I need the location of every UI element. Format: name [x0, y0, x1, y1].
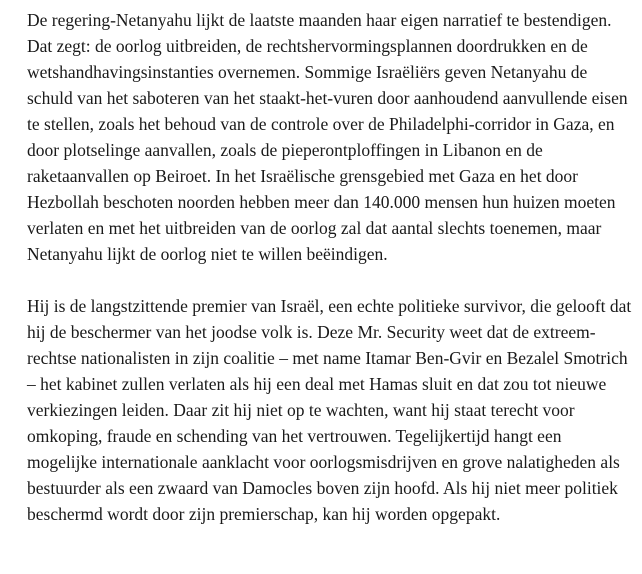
article-paragraph-2: Hij is de langstzittende premier van Israël, een echte politieke survivor, die gelooft dat hij de beschermer van het joodse volk is. Deze Mr. Security weet dat de extreem-rechtse nationalisten in zijn coalitie – met name Itamar Ben-Gvir en Bezalel Smotrich – het kabinet zullen verlaten als hij een deal met Hamas sluit en dat zou tot nieuwe verkiezingen leiden. Daar zit hij niet op te wachten, want hij staat terecht voor omkoping, fraude en schending van het vertrouwen. Tegelijkertijd hangt een mogelijke internationale aanklacht voor oorlogsmisdrijven en grove nalatigheden als bestuurder als een zwaard van Damocles boven zijn hoofd. Als hij niet meer politiek beschermd wordt door zijn premierschap, kan hij worden opgepakt. — [27, 296, 632, 524]
article-paragraph-1: De regering-Netanyahu lijkt de laatste maanden haar eigen narratief te bestendigen. Dat zegt: de oorlog uitbreiden, de rechtshervormingsplannen doordrukken en de wetshandhavingsinstanties overnemen. Sommige Israëliërs geven Netanyahu de schuld van het saboteren van het staakt-het-vuren door aanhoudend aanvullende eisen te stellen, zoals het behoud van de controle over de Philadelphi-corridor in Gaza, en door plotselinge aanvallen, zoals de pieperontploffingen in Libanon en de raketaanvallen op Beiroet. In het Israëlische grensgebied met Gaza en het door Hezbollah beschoten noorden hebben meer dan 140.000 mensen hun huizen moeten verlaten en met het uitbreiden van de oorlog zal dat aantal slechts toenemen, maar Netanyahu lijkt de oorlog niet te willen beëindigen. — [27, 10, 628, 264]
